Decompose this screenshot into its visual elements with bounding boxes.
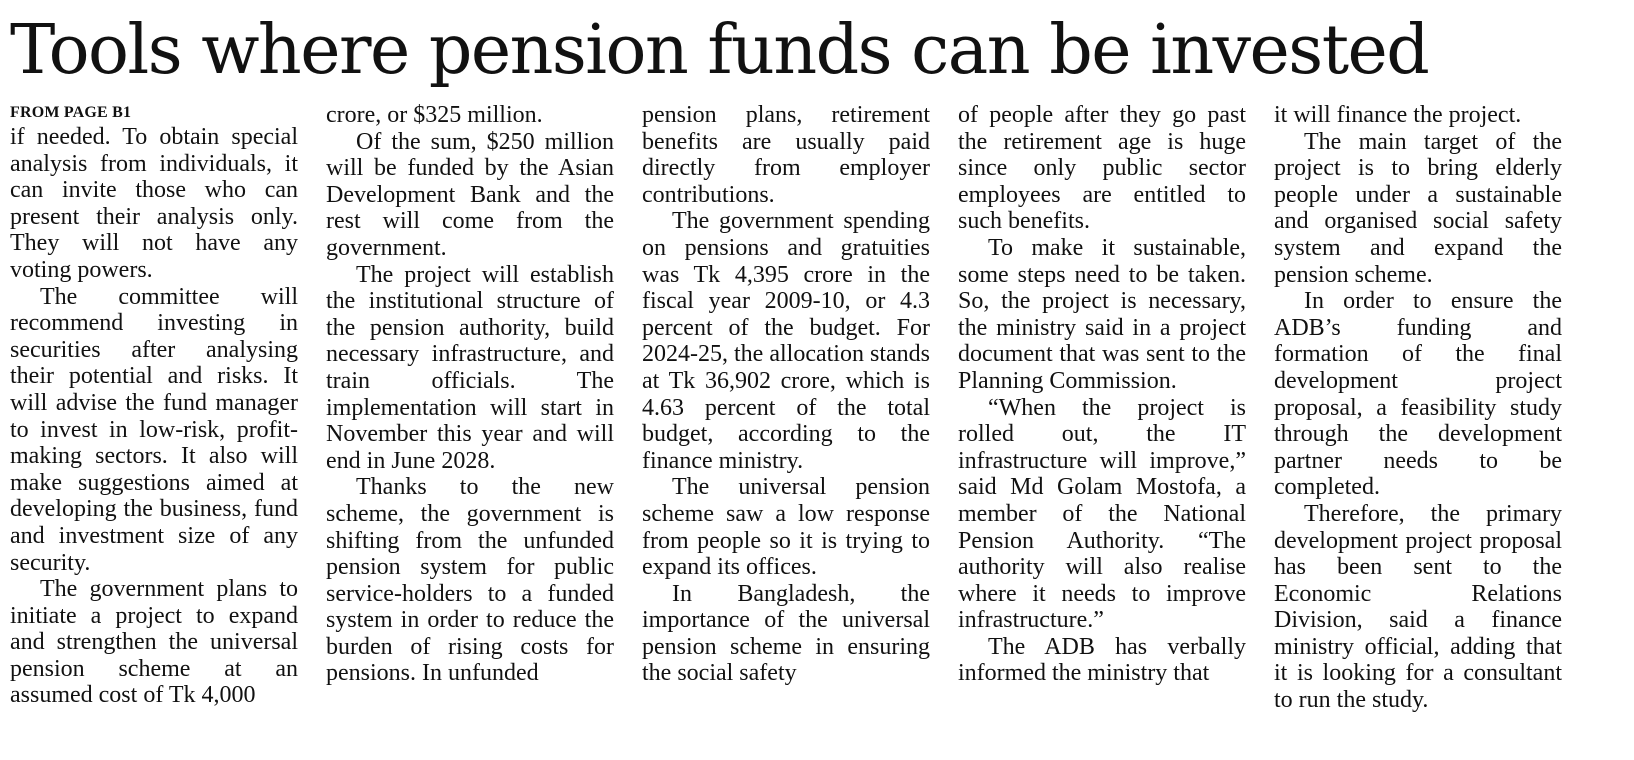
paragraph: The main target of the project is to bring elderly people under a sustainable and organised social safety system and expand the pension scheme.	[1274, 128, 1562, 288]
paragraph: Thanks to the new scheme, the government is shifting from the unfunded pension system for public service-holders to a funded system in order to reduce the burden of rising costs for pensions. In unfunded	[326, 474, 614, 687]
paragraph: “When the project is rolled out, the IT infrastructure will improve,” said Md Golam Mostofa, a member of the National Pension Authority. “The authority will also realise where it needs to improve infrastructure.”	[958, 394, 1246, 634]
paragraph: The project will establish the institutional structure of the pension authority, build necessary infrastructure, and train officials. The implementation will start in November this year and will end in June 2028.	[326, 261, 614, 474]
paragraph: of people after they go past the retirement age is huge since only public sector employees are entitled to such benefits.	[958, 102, 1246, 235]
paragraph: The universal pension scheme saw a low response from people so it is trying to expand its offices.	[642, 474, 930, 581]
paragraph: Of the sum, $250 million will be funded by the Asian Development Bank and the rest will come from the government.	[326, 128, 614, 261]
article-column-3	[642, 102, 930, 742]
paragraph: The committee will recommend investing in securities after analysing their potential and risks. It will advise the fund manager to invest in low-risk, profit-making sectors. It also will make suggestions aimed at developing the business, fund and investment size of any security.	[10, 283, 298, 576]
paragraph: if needed. To obtain special analysis from individuals, it can invite those who can present their analysis only. They will not have any voting powers.	[10, 124, 298, 283]
paragraph: Therefore, the primary development project proposal has been sent to the Economic Relations Division, said a finance ministry official, adding that it is looking for a consultant to run the study.	[1274, 500, 1562, 714]
paragraph: The ADB has verbally informed the ministry that	[958, 633, 1246, 687]
article-column-5	[1274, 102, 1562, 742]
article-column-2	[326, 102, 614, 742]
article-column-4	[958, 102, 1246, 742]
article-body	[10, 102, 1562, 742]
article-column-1	[10, 102, 298, 742]
paragraph: The government plans to initiate a project to expand and strengthen the universal pension scheme at an assumed cost of Tk 4,000	[10, 576, 298, 709]
article-headline: Tools where pension funds can be invested	[10, 11, 1429, 90]
paragraph: In order to ensure the ADB’s funding and formation of the final development project proposal, a feasibility study through the development partner needs to be completed.	[1274, 288, 1562, 501]
paragraph: pension plans, retirement benefits are usually paid directly from employer contributions.	[642, 102, 930, 208]
paragraph: it will finance the project.	[1274, 102, 1522, 128]
paragraph: To make it sustainable, some steps need to be taken. So, the project is necessary, the ministry said in a project document that was sent to the Planning Commission.	[958, 234, 1246, 394]
paragraph: The government spending on pensions and gratuities was Tk 4,395 crore in the fiscal year 2009-10, or 4.3 percent of the budget. For 2024-25, the allocation stands at Tk 36,902 crore, which is 4.63 percent of the total budget, according to the finance ministry.	[642, 208, 930, 474]
paragraph: crore, or $325 million.	[326, 102, 543, 128]
continuation-kicker: FROM PAGE B1	[10, 104, 132, 121]
paragraph: In Bangladesh, the importance of the universal pension scheme in ensuring the social safety	[642, 580, 930, 687]
